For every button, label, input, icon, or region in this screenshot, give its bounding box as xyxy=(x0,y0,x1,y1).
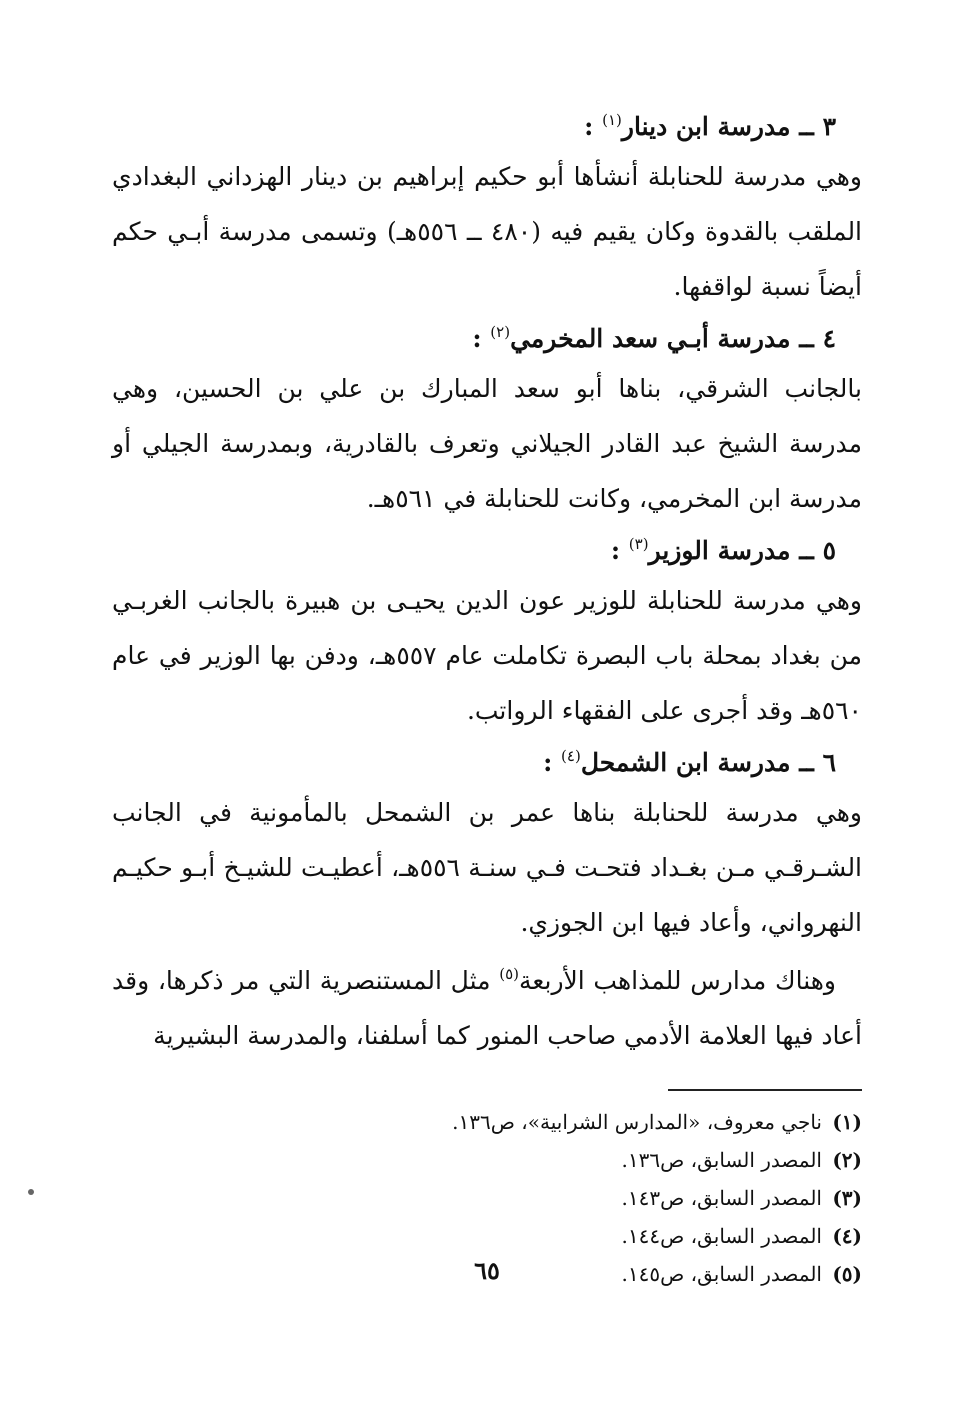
footnote-ref-4[interactable]: (٤) xyxy=(561,747,581,765)
footnote-separator xyxy=(668,1089,862,1091)
footnote-number: (٤) xyxy=(832,1224,862,1248)
footnote-2 xyxy=(112,1141,862,1179)
section-body-4: بالجانب الشرقي، بناها أبو سعد المبارك بن علي بن الحسين، وهي مدرسة الشيخ عبد القادر الجيلاني وتعرف بالقادرية، وبمدرسة الجيلي أو مدرسة ابن المخرمي، وكانت للحنابلة في ٥٦١هـ. xyxy=(112,374,862,513)
section-heading-6: ٦ ــ مدرسة ابن الشمحل$^{(٤)}$ : xyxy=(543,747,836,777)
footnote-ref-3[interactable]: (٣) xyxy=(628,535,649,553)
footnote-1 xyxy=(112,1103,862,1141)
footnote-ref-5[interactable]: (٥) xyxy=(499,965,520,983)
page-body xyxy=(112,105,862,1293)
footnote-number: (٣) xyxy=(832,1186,862,1210)
footnote-number: (٢) xyxy=(832,1148,862,1172)
footnote-4 xyxy=(112,1217,862,1255)
footnote-text: المصدر السابق، ص١٤٤. xyxy=(621,1224,822,1248)
section-body-6: وهي مدرسة للحنابلة بناها عمر بن الشمحل بالمأمونية في الجانب الشـرقـي مـن بغـداد فتحـت فـي سنـة ٥٥٦هـ، أعطيـت للشيـخ أبـو حكيـم النهرواني، وأعاد فيها ابن الجوزي. xyxy=(112,798,863,937)
footnote-3 xyxy=(112,1179,862,1217)
page-number: ٦٥ xyxy=(474,1256,500,1285)
section-heading-4: ٤ ــ مدرسة أبـي سعد المخرمي$^{(٢)}$ : xyxy=(472,323,836,353)
footnote-text: المصدر السابق، ص١٣٦. xyxy=(621,1148,822,1172)
footnote-text: المصدر السابق، ص١٤٣. xyxy=(621,1186,822,1210)
section-body-5: وهي مدرسة للحنابلة للوزير عون الدين يحيـى بن هبيرة بالجانب الغربـي من بغداد بمحلة باب البصرة تكاملت عام ٥٥٧هـ، ودفن بها الوزير في عام ٥٦٠هـ وقد أجرى على الفقهاء الرواتب. xyxy=(112,586,862,725)
footnote-number: (١) xyxy=(832,1110,862,1134)
closing-paragraph: وهناك مدارس للمذاهب الأربعة$^{(٥)}$ مثل المستنصرية التي مر ذكرها، وقد أعاد فيها العلامة الأدمي صاحب المنور كما أسلفنا، والمدرسة البشيرية xyxy=(112,965,862,1050)
section-heading-3: ٣ ــ مدرسة ابن دينار$^{(١)}$ : xyxy=(584,111,836,141)
section-body-3: وهي مدرسة للحنابلة أنشأها أبو حكيم إبراهيم بن دينار الهزداني البغدادي الملقب بالقدوة وكان يقيم فيه (٤٨٠ ــ ٥٥٦هـ) وتسمى مدرسة أبـي حكم أيضاً نسبة لواقفها. xyxy=(112,162,863,301)
footnote-text: ناجي معروف، «المدارس الشرابية»، ص١٣٦. xyxy=(452,1110,822,1134)
section-heading-5: ٥ ــ مدرسة الوزير$^{(٣)}$ : xyxy=(610,535,836,565)
footnote-ref-2[interactable]: (٢) xyxy=(490,323,511,341)
footnote-text: المصدر السابق، ص١٤٥. xyxy=(621,1262,822,1286)
footnote-number: (٥) xyxy=(832,1262,862,1286)
footnote-ref-1[interactable]: (١) xyxy=(602,111,622,129)
scan-speck xyxy=(28,1189,34,1195)
